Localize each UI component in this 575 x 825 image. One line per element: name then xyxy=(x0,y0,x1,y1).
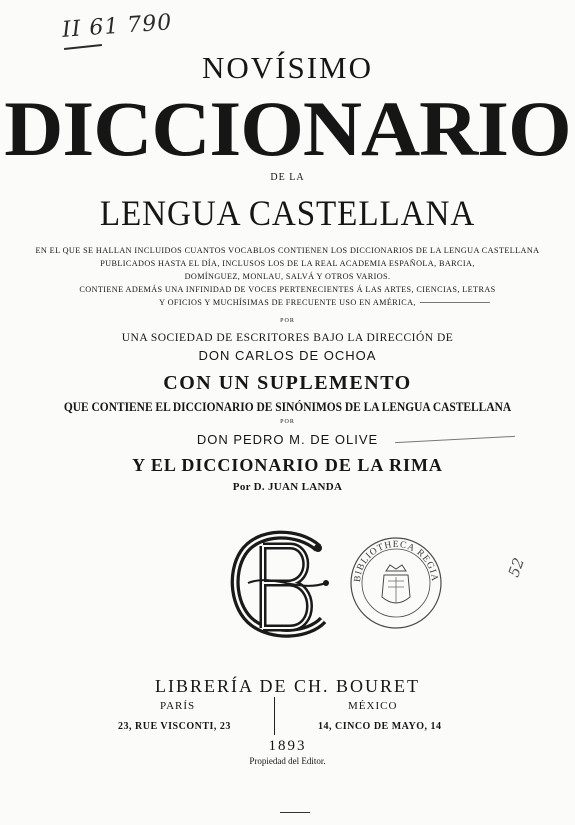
address-paris: 23, RUE VISCONTI, 23 xyxy=(118,721,231,732)
supplement-heading: CON UN SUPLEMENTO xyxy=(163,372,412,394)
city-paris: PARÍS xyxy=(160,700,196,712)
svg-text:BIBLIOTHECA REGIA xyxy=(353,540,439,583)
pen-stroke xyxy=(420,302,490,303)
publisher-monogram-emblem xyxy=(228,528,338,643)
description-line: PUBLICADOS HASTA EL DÍA, INCLUSOS LOS DE LA REAL ACADEMIA ESPAÑOLA, BARCIA, xyxy=(100,259,475,268)
title-novisimo: NOVÍSIMO xyxy=(202,50,373,85)
city-mexico: MÉXICO xyxy=(348,700,398,712)
description-line: Y OFICIOS Y MUCHÍSIMAS DE FRECUENTE USO EN AMÉRICA, xyxy=(159,298,416,307)
supplement-author: DON PEDRO M. DE OLIVE xyxy=(196,432,379,447)
title-diccionario: DICCIONARIO xyxy=(4,85,571,172)
stamp-shelf-number: 52 xyxy=(504,555,528,580)
rhyme-author: Por D. JUAN LANDA xyxy=(232,481,343,493)
society-line: UNA SOCIEDAD DE ESCRITORES BAJO LA DIRECCIÓN DE xyxy=(121,332,454,344)
description-line: CONTIENE ADEMÁS UNA INFINIDAD DE VOCES PERTENECIENTES Á LAS ARTES, CIENCIAS, LETRAS xyxy=(79,285,496,294)
description-line: DOMÍNGUEZ, MONLAU, SALVÁ Y OTROS VARIOS. xyxy=(184,272,391,281)
address-divider xyxy=(274,697,275,735)
rhyme-dictionary-title: Y EL DICCIONARIO DE LA RIMA xyxy=(132,455,443,475)
address-mexico: 14, CINCO DE MAYO, 14 xyxy=(318,721,442,732)
title-lengua-castellana: LENGUA CASTELLANA xyxy=(99,193,476,233)
edge-mark xyxy=(280,812,310,813)
title-de-la: DE LA xyxy=(270,172,305,183)
publication-year: 1893 xyxy=(268,738,307,754)
director-name: DON CARLOS DE OCHOA xyxy=(198,348,377,363)
publisher-name: LIBRERÍA DE CH. BOURET xyxy=(154,676,420,696)
stamp-text: BIBLIOTHECA REGIA xyxy=(352,540,440,583)
rights-notice: Propiedad del Editor. xyxy=(249,756,326,766)
supplement-contents: QUE CONTIENE EL DICCIONARIO DE SINÓNIMOS DE LA LENGUA CASTELLANA xyxy=(63,399,512,414)
handwritten-shelf-mark: II 61 790 xyxy=(61,10,174,43)
description-line: EN EL QUE SE HALLAN INCLUIDOS CUANTOS VOCABLOS CONTIENEN LOS DICCIONARIOS DE LA LENGUA CASTELLANA xyxy=(35,246,540,255)
por-label: POR xyxy=(280,318,295,324)
por-label: POR xyxy=(280,419,295,425)
library-stamp xyxy=(348,535,444,631)
